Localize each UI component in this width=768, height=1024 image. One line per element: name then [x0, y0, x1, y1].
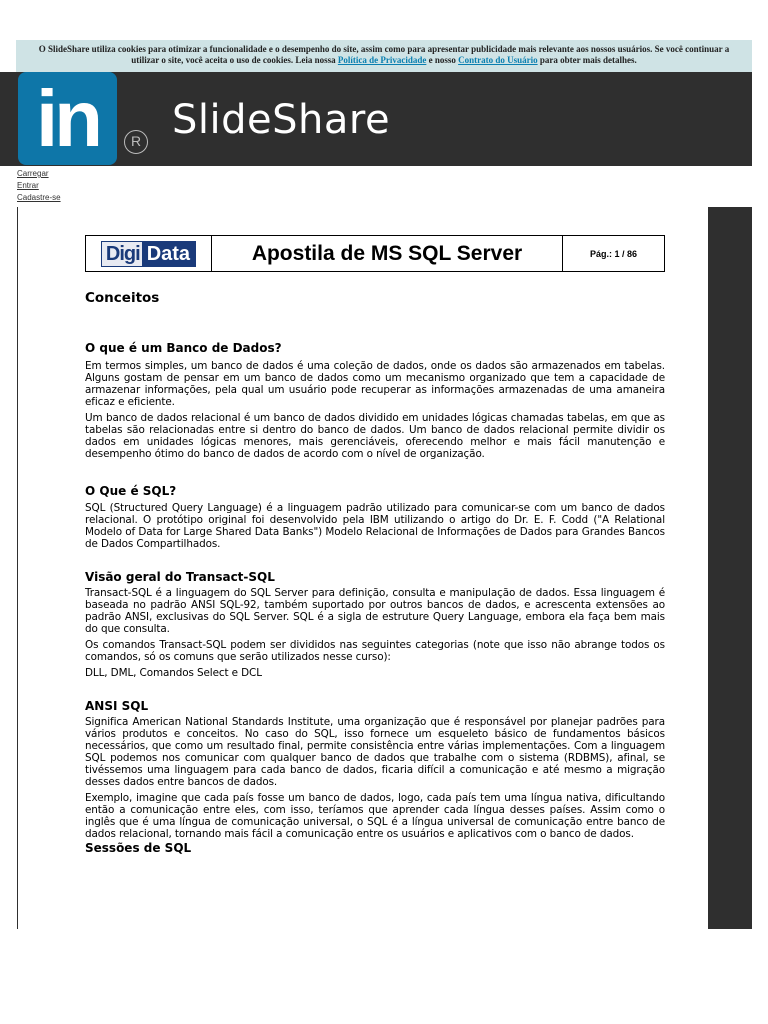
- paragraph: Em termos simples, um banco de dados é uma coleção de dados, onde os dados são armazenados em tabelas. Alguns gostam de pensar em um banco de dados como um mecanismo organizado que tem a capacidade de armazenar informações, pela qual um usuário pode recuperar as informações armazenadas de uma amaneira eficaz e eficiente.: [85, 360, 665, 408]
- paragraph: Significa American National Standards Institute, uma organização que é responsável por planejar padrões para vários produtos e conceitos. No caso do SQL, isso fornece um esqueleto básico de fundamentos básicos necessários, que como um resultado final, permite consistência entre várias implementações. Com a linguagem SQL podemos nos comunicar com qualquer banco de dados que trabalhe com o sistema (RDBMS), afinal, se tivéssemos uma linguagem para cada banco de dados, ficaria difícil a comunicação e até mesmo a migração desses dados entre bancos de dados.: [85, 716, 665, 788]
- paragraph: Exemplo, imagine que cada país fosse um banco de dados, logo, cada país tem uma língua nativa, dificultando então a comunicação entre eles, com isso, teríamos que aprender cada língua desses países. Assim como o inglês que é uma língua de comunicação universal, o SQL é a língua universal de comunicação entre banco de dados relacional, tornando mais fácil a comunicação entre os usuários e aplicativos com o banco de dados.: [85, 792, 665, 840]
- signup-link[interactable]: Cadastre-se: [17, 193, 61, 202]
- paragraph: Transact-SQL é a linguagem do SQL Server para definição, consulta e manipulação de dados. Essa linguagem é baseada no padrão ANSI SQL-92, também suportado por outros bancos de dados, e acrescenta extensões ao padrão ANSI, exclusivas do SQL Server. SQL é a sigla de estruture Query Language, embora ela faça bem mais do que consulta.: [85, 587, 665, 635]
- logo-digi-text: Digi: [102, 242, 142, 266]
- paragraph: DLL, DML, Comandos Select e DCL: [85, 667, 262, 679]
- cookie-text-middle: e nosso: [426, 55, 459, 65]
- section-heading: O Que é SQL?: [85, 484, 177, 498]
- digidata-logo: [86, 236, 212, 271]
- logo-data-text: Data: [142, 242, 195, 266]
- linkedin-logo[interactable]: [18, 72, 117, 165]
- section-heading: Sessões de SQL: [85, 841, 192, 855]
- paragraph: SQL (Structured Query Language) é a linguagem padrão utilizado para comunicar-se com um banco de dados relacional. O protótipo original foi desenvolvido pela IBM utilizando o artigo do Dr. E. F. Codd ("A Relational Modelo of Data for Large Shared Data Banks") Modelo Relacional de Informações de Dados para Grandes Bancos de Dados Compartilhados.: [85, 502, 665, 550]
- section-heading: O que é um Banco de Dados?: [85, 341, 282, 355]
- document-title: Apostila de MS SQL Server: [251, 241, 523, 265]
- document-page[interactable]: [18, 207, 708, 929]
- document-viewer: [17, 207, 752, 929]
- document-header: [85, 235, 665, 272]
- main-heading: Conceitos: [85, 290, 160, 306]
- registered-mark-icon: R: [124, 130, 148, 154]
- login-link[interactable]: Entrar: [17, 181, 39, 190]
- upload-link[interactable]: Carregar: [17, 169, 49, 178]
- section-heading: Visão geral do Transact-SQL: [85, 570, 275, 584]
- cookie-text-end: para obter mais detalhes.: [537, 55, 637, 65]
- document-content: [85, 289, 665, 856]
- linkedin-logo-text: in: [35, 74, 100, 163]
- paragraph: Um banco de dados relacional é um banco de dados dividido em unidades lógicas chamadas tabelas, em que as tabelas são relacionadas entre si dentro do banco de dados. Um banco de dados relacional permite dividir os dados em unidades lógicas menores, mais gerenciáveis, oferecendo melhor e mais fácil manutenção e desempenho ótimo do banco de dados de acordo com o nível de organização.: [85, 412, 665, 460]
- cookie-banner: [16, 40, 752, 72]
- section-heading: ANSI SQL: [85, 699, 149, 713]
- brand-name[interactable]: SlideShare: [172, 97, 391, 143]
- page-indicator: Pág.: 1 / 86: [562, 236, 664, 271]
- privacy-policy-link[interactable]: Política de Privacidade: [337, 55, 427, 65]
- paragraph: Os comandos Transact-SQL podem ser divididos nas seguintes categorias (note que isso não abrange todos os comandos, só os comuns que serão utilizados nesse curso):: [85, 639, 665, 663]
- top-nav: [17, 168, 61, 204]
- site-header: [0, 72, 752, 166]
- cookie-text: O SlideShare utiliza cookies para otimizar a funcionalidade e o desempenho do site, assim como para apresentar publicidade mais relevante aos nossos usuários. Se você continuar a utilizar o site, você aceita o uso de cookies. Leia nossa: [38, 44, 730, 65]
- user-agreement-link[interactable]: Contrato do Usuário: [458, 55, 538, 65]
